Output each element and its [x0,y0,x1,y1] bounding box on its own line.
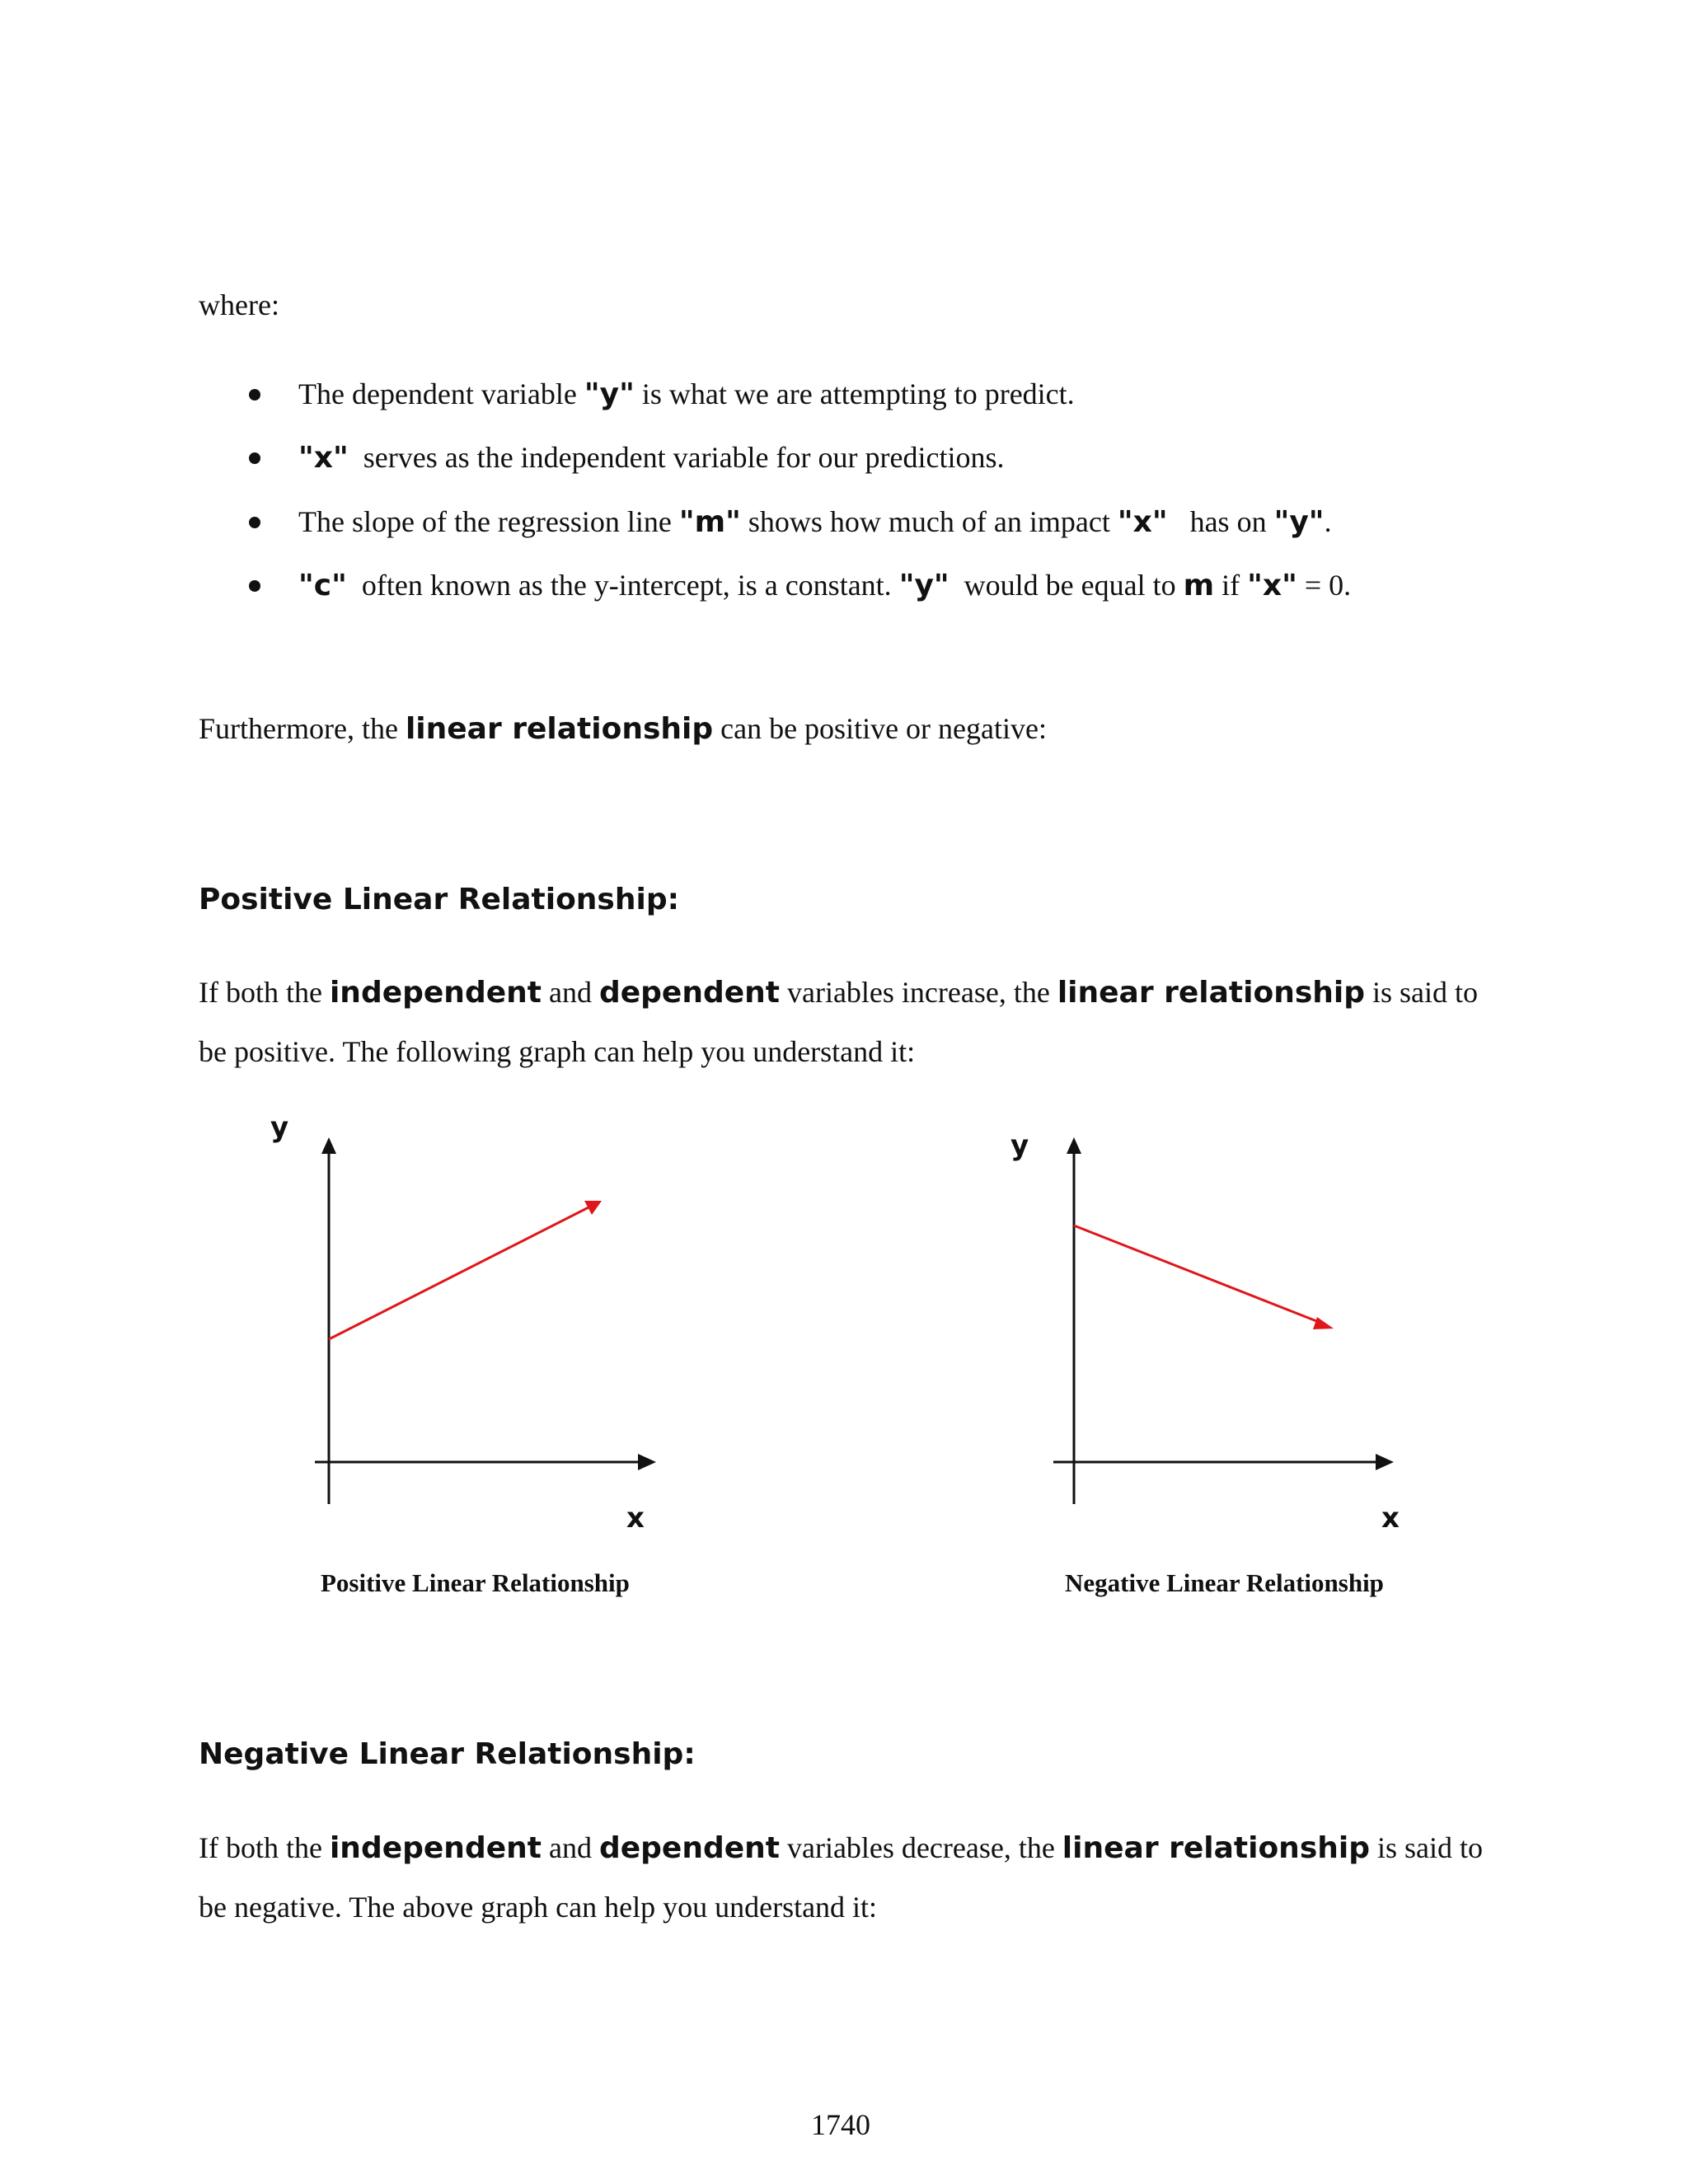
y-axis-arrow [321,1137,336,1154]
negative-trend-line [1074,1226,1323,1324]
y-axis-arrow [1067,1137,1081,1154]
positive-trend-line [329,1205,593,1339]
positive-heading: Positive Linear Relationship: [199,883,679,916]
x-axis-arrow [1376,1454,1394,1470]
y-axis-label: y [1010,1129,1029,1162]
where-label: where: [199,288,279,321]
negative-graph-caption: Negative Linear Relationship [1065,1568,1384,1597]
positive-paragraph-line1: If both the independent and dependent variables increase, the linear relationship is said to [199,976,1479,1010]
negative-paragraph-line1: If both the independent and dependent variables decrease, the linear relationship is said to [199,1831,1483,1865]
positive-paragraph-line2: be positive. The following graph can help you understand it: [199,1035,916,1068]
x-axis-label: x [1381,1502,1400,1535]
negative-trend-arrow [1313,1317,1334,1329]
positive-graph-svg [305,1129,668,1508]
furthermore-paragraph: Furthermore, the linear relationship can be positive or negative: [199,712,1047,746]
positive-graph-caption: Positive Linear Relationship [321,1568,630,1597]
x-axis-arrow [638,1454,656,1470]
bullet-dot [249,389,260,401]
bullet-dot [249,517,260,528]
list-item: The dependent variable "y" is what we are attempting to predict. [298,377,1075,411]
negative-heading: Negative Linear Relationship: [199,1737,696,1771]
list-item: "x" serves as the independent variable for our predictions. [298,441,1005,475]
y-axis-label: y [270,1111,289,1144]
bullet-dot [249,580,260,592]
negative-paragraph-line2: be negative. The above graph can help you understand it: [199,1891,878,1924]
list-item: The slope of the regression line "m" shows how much of an impact "x" has on "y". [298,505,1332,539]
bullet-dot [249,452,260,464]
negative-graph-svg [1051,1129,1414,1508]
page-number: 1740 [811,2108,870,2141]
x-axis-label: x [626,1502,645,1535]
list-item: "c" often known as the y-intercept, is a constant. "y" would be equal to m if "x" = 0. [298,569,1352,602]
